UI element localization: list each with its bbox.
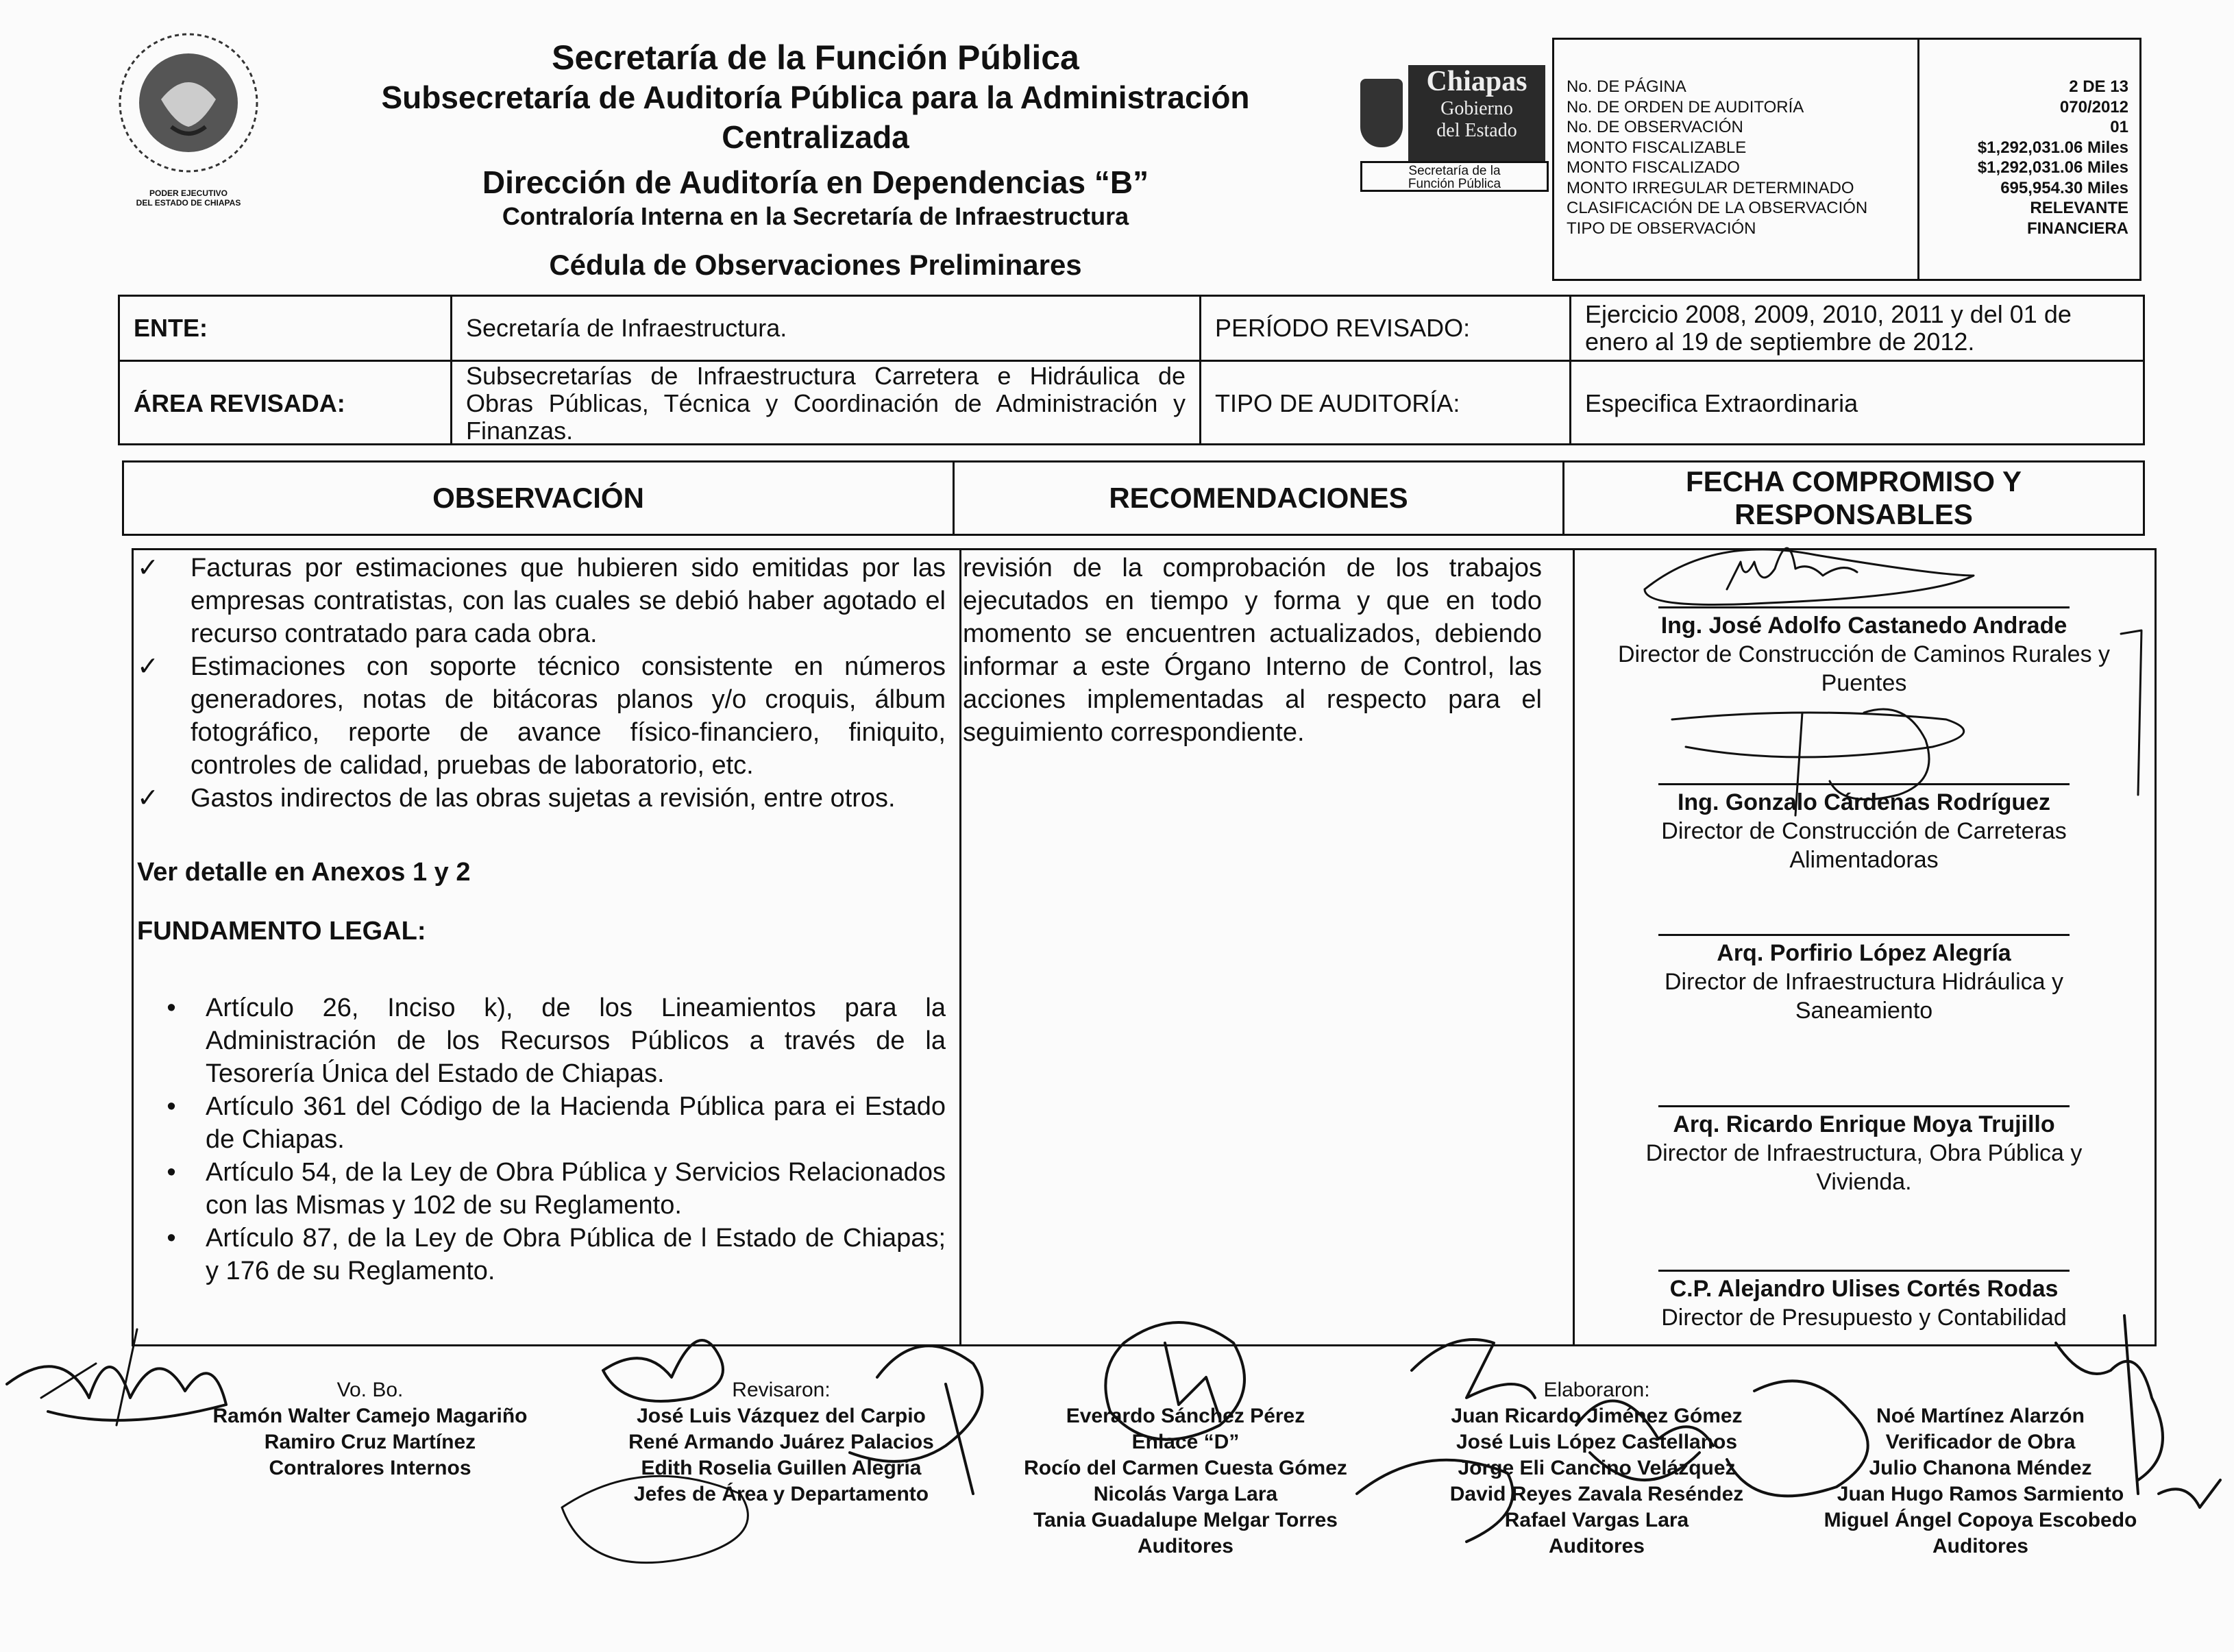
fecha-header: FECHA COMPROMISO Y RESPONSABLES — [1685, 465, 2022, 530]
periodo-value: Ejercicio 2008, 2009, 2010, 2011 y del 01 de enero al 19 de septiembre de 2012. — [1585, 300, 2072, 356]
seal-icon — [106, 24, 271, 188]
legal-text: Artículo 26, Inciso k), de los Lineamientos para la Administración de los Recursos Públicos a través de la Tesorería Única del Estado de Chiapas. — [206, 994, 946, 1088]
recomendacion-text: revisión de la comprobación de los trabajos ejecutados en tiempo y forma y que en todo momento se encuentren actualizados, debiendo informar a este Órgano Interno de Control, las acciones implementadas al respecto para el seguimiento correspondiente. — [963, 554, 1542, 747]
info-row — [1567, 178, 2128, 199]
responsable-role: Director de Construcción de Caminos Rurales y — [1617, 641, 2111, 667]
person-name: David Reyes Zavala Reséndez — [1449, 1483, 1744, 1505]
seal-caption: DEL ESTADO DE CHIAPAS — [136, 198, 241, 208]
person-name: Noé Martínez Alarzón — [1876, 1405, 2085, 1427]
signature-icon — [2056, 1316, 2163, 1494]
signature-icon — [603, 1340, 723, 1401]
person-name: Nicolás Varga Lara — [1093, 1483, 1278, 1505]
responsable-name: Ing. José Adolfo Castanedo Andrade — [1660, 613, 2067, 639]
subtitle: Centralizada — [722, 119, 909, 155]
person-name: José Luis Vázquez del Carpio — [637, 1405, 926, 1427]
signature-icon — [1105, 1322, 1244, 1440]
info-label: No. DE PÁGINA — [1567, 77, 1686, 96]
person-name: Rocío del Carmen Cuesta Gómez — [1024, 1457, 1347, 1479]
fundamento-legal: FUNDAMENTO LEGAL: — [137, 917, 426, 946]
legal-item — [137, 991, 946, 1090]
signature-icon — [850, 1346, 982, 1494]
ente-value: Secretaría de Infraestructura. — [452, 297, 1201, 360]
legal-item — [137, 1090, 946, 1156]
responsable-name: Arq. Ricardo Enrique Moya Trujillo — [1673, 1111, 2055, 1137]
info-label: No. DE ORDEN DE AUDITORÍA — [1567, 97, 1804, 116]
subtitle: Subsecretaría de Auditoría Pública para la Administración — [381, 79, 1250, 115]
responsable-role: Puentes — [1821, 670, 1907, 696]
check-text: Gastos indirectos de las obras sujetas a revisión, entre otros. — [191, 784, 896, 813]
legal-text: Artículo 87, de la Ley de Obra Pública de l Estado de Chiapas; y 176 de su Reglamento. — [206, 1224, 946, 1285]
info-label: No. DE OBSERVACIÓN — [1567, 118, 1743, 136]
observacion-column — [137, 552, 946, 1287]
tipo-value: Especifica Extraordinaria — [1585, 389, 1858, 417]
bullet-icon: • — [167, 1224, 176, 1253]
info-label: TIPO DE OBSERVACIÓN — [1567, 219, 1756, 238]
recomendaciones-header: RECOMENDACIONES — [955, 463, 1564, 534]
info-value: $1,292,031.06 Miles — [1977, 138, 2128, 157]
person-name: Edith Roselia Guillen Alegría — [641, 1457, 922, 1479]
info-label: CLASIFICACIÓN DE LA OBSERVACIÓN — [1567, 199, 1868, 217]
checkmark-icon: ✓ — [137, 554, 159, 582]
info-value: 01 — [2110, 118, 2128, 136]
role: Verificador de Obra — [1885, 1431, 2076, 1453]
signature-icon — [1727, 1381, 1868, 1496]
role: Auditores — [1932, 1535, 2028, 1557]
observacion-header: OBSERVACIÓN — [124, 463, 955, 534]
responsable — [1576, 1105, 2152, 1196]
signature-line — [1658, 606, 2070, 608]
signature-icon — [562, 1476, 748, 1562]
check-text: Estimaciones con soporte técnico consistente en números generadores, notas de bitácoras planos y/o croquis, álbum fotográfico, reporte de avance físico-financiero, finiquito, controles de calidad, pruebas de laboratorio, etc. — [191, 652, 946, 780]
check-item — [137, 650, 946, 782]
responsable-role: Alimentadoras — [1789, 847, 1939, 873]
signature-line — [1658, 783, 2070, 785]
responsable-role: Director de Presupuesto y Contabilidad — [1661, 1305, 2067, 1331]
responsable — [1576, 934, 2152, 1025]
info-row — [1567, 138, 2128, 158]
responsable — [1576, 606, 2152, 698]
check-item — [137, 782, 946, 815]
responsable-role: Director de Construcción de Carreteras — [1661, 818, 2067, 844]
check-item — [137, 552, 946, 650]
person-name: José Luis López Castellanos — [1456, 1431, 1738, 1453]
info-value: RELEVANTE — [2030, 199, 2128, 217]
person-name: Everardo Sánchez Pérez — [1066, 1405, 1305, 1427]
revisaron-label: Revisaron: — [732, 1379, 831, 1401]
person-name: Juan Ricardo Jiménez Gómez — [1451, 1405, 1743, 1427]
logo-caption: Secretaría de la — [1408, 164, 1501, 178]
info-row — [1567, 117, 2128, 138]
seal-caption: PODER EJECUTIVO — [149, 188, 228, 198]
ente-table — [118, 295, 2145, 445]
audit-info-box — [1552, 38, 2141, 281]
info-row — [1567, 158, 2128, 178]
cedula-title: Cédula de Observaciones Preliminares — [549, 249, 1082, 281]
elaboraron-label: Elaboraron: — [1543, 1379, 1650, 1401]
info-row — [1567, 77, 2128, 97]
responsable-role: Director de Infraestructura, Obra Pública y — [1645, 1140, 2083, 1166]
signature-line — [1658, 1105, 2070, 1107]
page-title: Secretaría de la Función Pública — [552, 38, 1079, 77]
info-label: MONTO FISCALIZABLE — [1567, 138, 1747, 157]
column-headers — [122, 460, 2145, 536]
checkmark-icon: ✓ — [137, 784, 159, 813]
info-row — [1567, 198, 2128, 219]
person-name: Ramón Walter Camejo Magariño — [212, 1405, 528, 1427]
info-value: 070/2012 — [2059, 97, 2128, 116]
person-name: Juan Hugo Ramos Sarmiento — [1837, 1483, 2124, 1505]
info-row — [1567, 97, 2128, 118]
role: Contralores Internos — [269, 1457, 471, 1479]
contraloria: Contraloría Interna en la Secretaría de Infraestructura — [502, 202, 1129, 230]
check-text: Facturas por estimaciones que hubieren sido emitidas por las empresas contratistas, con las cuales se debió haber agotado el recurso contratado para cada obra. — [191, 554, 946, 648]
ente-label: ENTE: — [120, 297, 452, 360]
info-value: 695,954.30 Miles — [2000, 178, 2128, 197]
person-name: Jorge Eli Cancino Velázquez — [1458, 1457, 1736, 1479]
logo-sub: del Estado — [1436, 120, 1517, 141]
tipo-label: TIPO DE AUDITORÍA: — [1201, 362, 1571, 445]
person-name: Enlace “D” — [1131, 1431, 1240, 1453]
logo-caption: Función Pública — [1408, 177, 1501, 191]
legal-item — [137, 1156, 946, 1222]
responsable-role: Saneamiento — [1795, 998, 1933, 1024]
bullet-icon: • — [167, 1158, 176, 1187]
person-name: Ramiro Cruz Martínez — [264, 1431, 476, 1453]
signature-icon — [2159, 1480, 2220, 1507]
ver-detalle: Ver detalle en Anexos 1 y 2 — [137, 858, 471, 887]
role: Auditores — [1137, 1535, 1233, 1557]
direction: Dirección de Auditoría en Dependencias “B” — [482, 164, 1149, 200]
info-label: MONTO FISCALIZADO — [1567, 158, 1740, 177]
signature-icon — [1165, 1343, 1220, 1418]
signature-line — [1658, 934, 2070, 936]
signature-icon — [1357, 1340, 1535, 1542]
info-row — [1567, 219, 2128, 239]
footer-signatures — [0, 1288, 2234, 1652]
person-name: Julio Chanona Méndez — [1869, 1457, 2092, 1479]
area-value: Subsecretarías de Infraestructura Carretera e Hidráulica de Obras Públicas, Técnica y Coordinación de Administración y Finanzas. — [452, 362, 1201, 445]
bullet-icon: • — [167, 1092, 176, 1121]
vobo-label: Vo. Bo. — [336, 1379, 404, 1401]
coat-of-arms-icon — [1360, 79, 1403, 147]
person-name: René Armando Juárez Palacios — [628, 1431, 934, 1453]
info-value: FINANCIERA — [2027, 219, 2128, 238]
logo-brand: Chiapas — [1426, 66, 1527, 97]
checkmark-icon: ✓ — [137, 652, 159, 681]
person-name: Miguel Ángel Copoya Escobedo — [1824, 1509, 2137, 1531]
chiapas-logo — [1360, 65, 1549, 191]
signature-icon — [7, 1366, 226, 1420]
info-value: $1,292,031.06 Miles — [1977, 158, 2128, 177]
periodo-label: PERÍODO REVISADO: — [1201, 297, 1571, 360]
legal-text: Artículo 54, de la Ley de Obra Pública y Servicios Relacionados con las Mismas y 102 de su Reglamento. — [206, 1158, 946, 1220]
person-name: Tania Guadalupe Melgar Torres — [1033, 1509, 1338, 1531]
responsable-role: Vivienda. — [1816, 1169, 1912, 1195]
role: Jefes de Área y Departamento — [633, 1483, 929, 1505]
signature-icon — [1576, 1401, 1713, 1480]
area-label: ÁREA REVISADA: — [120, 362, 452, 445]
role: Auditores — [1548, 1535, 1645, 1557]
person-name: Rafael Vargas Lara — [1504, 1509, 1689, 1531]
state-seal — [106, 24, 271, 188]
legal-item — [137, 1222, 946, 1287]
bullet-icon: • — [167, 994, 176, 1022]
info-value: 2 DE 13 — [2069, 77, 2128, 96]
info-label: MONTO IRREGULAR DETERMINADO — [1567, 178, 1854, 197]
responsable-role: Director de Infraestructura Hidráulica y — [1664, 969, 2063, 995]
responsable-name: Arq. Porfirio López Alegría — [1717, 940, 2011, 966]
responsable — [1576, 783, 2152, 874]
legal-text: Artículo 361 del Código de la Hacienda Pública para ei Estado de Chiapas. — [206, 1092, 946, 1154]
logo-sub: Gobierno — [1440, 98, 1513, 119]
signature-line — [1658, 1270, 2070, 1272]
responsable-name: C.P. Alejandro Ulises Cortés Rodas — [1669, 1276, 2059, 1302]
responsable-name: Ing. Gonzalo Cárdenas Rodríguez — [1677, 789, 2051, 815]
